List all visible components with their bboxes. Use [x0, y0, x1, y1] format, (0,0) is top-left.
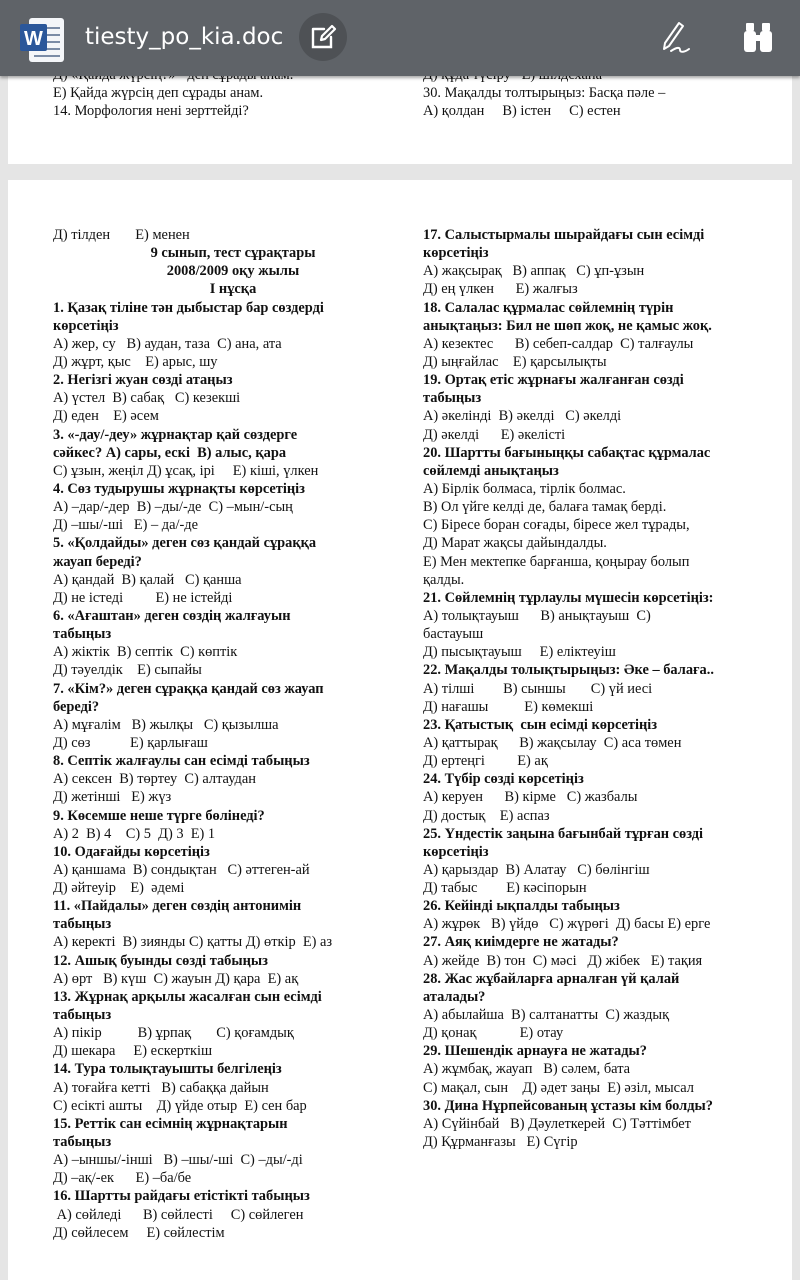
question-line: 26. Кейінді ықпалды табыңыз: [423, 898, 620, 915]
question-line: 30. Дина Нұрпейсованың ұстазы кім болды?: [423, 1097, 713, 1114]
edit-button[interactable]: [299, 13, 347, 61]
answer-line: Д) Марат жақсы дайындалды.: [423, 535, 607, 552]
answer-line: А) жер, су В) аудан, таза С) ана, ата: [53, 335, 282, 352]
answer-line: С) мақал, сын Д) әдет заңы Е) әзіл, мысал: [423, 1079, 694, 1096]
heading-line: 9 сынып, тест сұрақтары: [150, 245, 316, 262]
question-line: жауап береді?: [53, 553, 142, 570]
question-line: 8. Септік жалғаулы сан есімді табыңыз: [53, 753, 310, 770]
answer-line: Д) жетінші Е) жүз: [53, 789, 172, 806]
answer-line: А) керекті В) зиянды С) қатты Д) өткір Е) аз: [53, 934, 333, 951]
document-page-2: [8, 180, 792, 1280]
answer-line: Д) нағашы Е) көмекші: [423, 698, 594, 715]
question-line: 25. Үндестік заңына бағынбай тұрған сөзді: [423, 825, 704, 842]
question-line: 18. Салалас құрмалас сөйлемнің түрін: [423, 299, 674, 316]
question-line: табыңыз: [423, 390, 482, 407]
answer-line: А) жұрөк В) үйдө С) жүрөгі Д) басы Е) ерге: [423, 916, 711, 933]
answer-line: Д) –ақ/-ек Е) –ба/бе: [53, 1170, 192, 1187]
binoculars-icon: [740, 20, 776, 56]
question-line: 4. Сөз тудырушы жұрнақты көрсетіңіз: [53, 480, 305, 497]
pencil-edit-icon: [309, 23, 337, 51]
answer-line: бастауыш: [423, 626, 484, 643]
answer-line: А) –дар/-дер В) –ды/-де С) –мын/-сың: [53, 499, 293, 516]
question-line: 30. Мақалды толтырыңыз: Басқа пәле –: [423, 85, 666, 102]
question-line: 9. Көсемше неше түрге бөлінеді?: [53, 807, 265, 824]
question-line: 6. «Ағаштан» деген сөздің жалғауын: [53, 607, 291, 624]
answer-line: Д) әкелді Е) әкелісті: [423, 426, 566, 443]
answer-line: С) Біресе боран соғады, біресе жел тұрады,: [423, 517, 690, 534]
answer-line: Е) Мен мектепке барғанша, қоңырау болып: [423, 553, 690, 570]
answer-line: А) үстел В) сабақ С) кезекші: [53, 390, 241, 407]
question-line: 28. Жас жұбайларға арналған үй қалай: [423, 970, 680, 987]
question-line: 29. Шешендік арнауға не жатады?: [423, 1043, 647, 1060]
answer-line: Д) қонақ Е) отау: [423, 1025, 564, 1042]
text-line: Е) Қайда жүрсің деп сұрады анам.: [53, 85, 264, 102]
question-line: 12. Ашық буынды сөзді табыңыз: [53, 952, 268, 969]
question-line: 14. Тура толықтауышты белгілеңіз: [53, 1061, 282, 1078]
answer-line: Д) табыс Е) кәсіпорын: [423, 880, 587, 897]
question-line: 19. Ортақ етіс жұрнағы жалғанған сөзді: [423, 372, 684, 389]
answer-line: А) әкелінді В) әкелдi С) әкелді: [423, 408, 622, 425]
answer-line: А) тоғайға кетті В) сабаққа дайын: [53, 1079, 269, 1096]
question-line: 13. Жұрнақ арқылы жасалған сын есімді: [53, 988, 322, 1005]
pen-draw-icon: [657, 20, 693, 56]
document-title: tiesty_po_kia.doc: [85, 24, 284, 50]
answer-line: А) қаттырақ В) жақсылау С) аса төмен: [423, 734, 682, 751]
question-line: 15. Реттік сан есімнің жұрнақтарын: [53, 1115, 288, 1132]
question-line: 23. Қатыстық сын есімді көрсетіңіз: [423, 716, 658, 733]
svg-text:W: W: [24, 28, 43, 50]
answer-line: А) сексен В) төртеу С) алтаудан: [53, 771, 256, 788]
question-line: сәйкес? А) сары, ескі В) алыс, қара: [53, 444, 287, 461]
top-app-bar: [0, 0, 800, 76]
answer-line: Д) тәуелдік Е) сыпайы: [53, 662, 202, 679]
answer-line: Д) пысықтауыш Е) еліктеуіш: [423, 644, 616, 661]
question-line: 11. «Пайдалы» деген сөздің антонимін: [53, 898, 302, 915]
answer-line: Д) –шы/-ші Е) – да/-де: [53, 517, 198, 534]
question-line: 22. Мақалды толықтырыңыз: Әке – балаға..: [423, 662, 714, 679]
answer-line: В) Ол үйге келді де, балаға тамақ берді.: [423, 499, 667, 516]
answer-line: А) Бірлік болмаса, тірлік болмас.: [423, 480, 626, 497]
answer-line: С) ұзын, жеңіл Д) ұсақ, ірі Е) кіші, үлкен: [53, 462, 319, 479]
question-line: 17. Салыстырмалы шырайдағы сын есімді: [423, 227, 705, 243]
answer-line: А) 2 В) 4 С) 5 Д) 3 Е) 1: [53, 825, 216, 842]
question-line: 24. Түбір сөзді көрсетіңіз: [423, 771, 584, 788]
text-line: А) қолдан В) істен С) естен: [423, 103, 621, 120]
question-line: табыңыз: [53, 1134, 112, 1151]
question-line: көрсетіңіз: [53, 317, 119, 334]
answer-line: А) кезектес В) себеп-салдар С) талғаулы: [423, 335, 694, 352]
answer-line: Д) не істеді Е) не істейді: [53, 589, 233, 606]
answer-line: А) жұмбақ, жауап В) сәлем, бата: [423, 1061, 631, 1078]
question-line: 20. Шартты бағыныңқы сабақтас құрмалас: [423, 444, 711, 461]
page2-right-column: [423, 226, 783, 1151]
answer-line: Д) сөйлесем Е) сөйлестім: [53, 1224, 225, 1241]
answer-line: Д) жұрт, қыс Е) арыс, шу: [53, 353, 218, 370]
question-line: береді?: [53, 698, 100, 715]
answer-line: Д) Құрманғазы Е) Сүгір: [423, 1134, 578, 1151]
question-line: 14. Морфология нені зерттейді?: [53, 103, 249, 120]
answer-line: А) толықтауыш В) анықтауыш С): [423, 607, 651, 624]
draw-button[interactable]: [655, 18, 695, 58]
answer-line: А) қаншама В) сондықтан С) әттеген-ай: [53, 861, 310, 878]
read-mode-button[interactable]: [738, 18, 778, 58]
question-line: табыңыз: [53, 626, 112, 643]
answer-line: А) жіктік В) септік С) көптік: [53, 644, 238, 661]
question-line: 27. Аяқ киімдерге не жатады?: [423, 934, 619, 951]
answer-line: Д) тілден Е) менен: [53, 227, 190, 243]
question-line: 2. Негізгі жуан сөзді атаңыз: [53, 372, 233, 389]
question-line: табыңыз: [53, 916, 112, 933]
question-line: 10. Одағайды көрсетіңіз: [53, 843, 210, 860]
answer-line: Д) ыңғайлас Е) қарсылықты: [423, 353, 607, 370]
answer-line: Д) ертеңгі Е) ақ: [423, 753, 548, 770]
question-line: 3. «-дау/-деу» жұрнақтар қай сөздерге: [53, 426, 298, 443]
question-line: 5. «Қолдайды» деген сөз қандай сұраққа: [53, 535, 317, 552]
answer-line: А) қарыздар В) Алатау С) бөлінгіш: [423, 861, 650, 878]
answer-line: А) пікір В) ұрпақ С) қоғамдық: [53, 1025, 294, 1042]
page2-left-column: [53, 226, 413, 1242]
word-doc-icon: [20, 16, 66, 64]
answer-line: А) Сүйінбай В) Дәулеткерей С) Тәттімбет: [423, 1115, 691, 1132]
answer-line: А) абылайша В) салтанатты С) жаздық: [423, 1007, 670, 1024]
answer-line: С) есікті ашты Д) үйде отыр Е) сен бар: [53, 1097, 307, 1114]
question-line: 21. Сөйлемнің тұрлаулы мүшесін көрсетіңіз:: [423, 589, 714, 606]
question-line: 1. Қазақ тіліне тән дыбыстар бар сөздерді: [53, 299, 324, 316]
question-line: сөйлемді анықтаңыз: [423, 462, 559, 479]
question-line: 7. «Кім?» деген сұраққа қандай сөз жауап: [53, 680, 324, 697]
answer-line: А) өрт В) күш С) жауын Д) қара Е) ақ: [53, 970, 299, 987]
answer-line: Д) сөз Е) қарлығаш: [53, 734, 208, 751]
answer-line: А) мұғалім В) жылқы С) қызылша: [53, 716, 279, 733]
question-line: 16. Шартты райдағы етістікті табыңыз: [53, 1188, 310, 1205]
answer-line: Д) әйтеуір Е) әдемі: [53, 880, 185, 897]
answer-line: Д) шекара Е) ескерткіш: [53, 1043, 213, 1060]
answer-line: Д) еден Е) әсем: [53, 408, 159, 425]
question-line: табыңыз: [53, 1007, 112, 1024]
question-line: аталады?: [423, 988, 486, 1005]
answer-line: А) сөйледі В) сөйлесті С) сөйлеген: [53, 1206, 304, 1223]
answer-line: А) керуен В) кірме С) жазбалы: [423, 789, 638, 806]
heading-line: І нұсқа: [209, 281, 257, 298]
question-line: көрсетіңіз: [423, 843, 489, 860]
answer-line: қалды.: [423, 571, 465, 588]
answer-line: А) жейде В) тон С) мәсі Д) жібек Е) тақия: [423, 952, 703, 969]
answer-line: А) жақсырақ В) аппақ С) ұп-ұзын: [423, 263, 645, 280]
answer-line: Д) ең үлкен Е) жалғыз: [423, 281, 578, 298]
heading-line: 2008/2009 оқу жылы: [166, 263, 300, 280]
answer-line: А) қандай В) қалай С) қанша: [53, 571, 242, 588]
answer-line: А) тілші В) сыншы С) үй иесі: [423, 680, 653, 697]
answer-line: А) –ыншы/-інші В) –шы/-ші С) –ды/-ді: [53, 1152, 303, 1169]
question-line: анықтаңыз: Бил не шөп жоқ, не қамыс жоқ.: [423, 317, 712, 334]
question-line: көрсетіңіз: [423, 245, 489, 262]
answer-line: Д) достық Е) аспаз: [423, 807, 550, 824]
